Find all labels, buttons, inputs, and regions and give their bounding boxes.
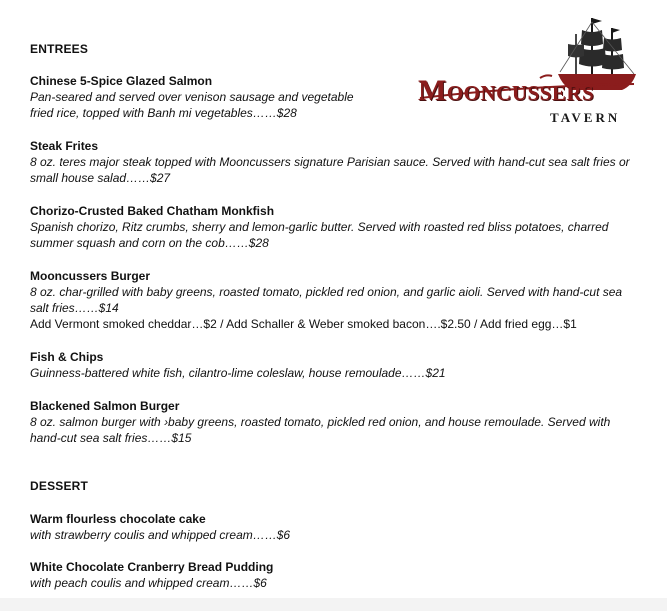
menu-item-name: White Chocolate Cranberry Bread Pudding (30, 560, 274, 574)
menu-item-description: Spanish chorizo, Ritz crumbs, sherry and lemon-garlic butter. Served with roasted red bliss potatoes, charred summer squash and corn on the cob……$28 (30, 220, 609, 250)
menu-item-name: Steak Frites (30, 139, 99, 153)
dessert-heading: DESSERT (30, 479, 89, 493)
menu-item-description: Guinness-battered white fish, cilantro-lime coleslaw, house remoulade……$21 (30, 366, 446, 380)
menu-item (30, 73, 370, 121)
menu-item-description: with strawberry coulis and whipped cream……$6 (30, 528, 291, 542)
menu-item (30, 138, 635, 186)
entrees-heading: ENTREES (30, 42, 89, 56)
menu-item-name: Mooncussers Burger (30, 269, 151, 283)
mooncussers-logo (412, 14, 640, 126)
menu-item-description: with peach coulis and whipped cream……$6 (30, 576, 267, 590)
bottom-bar (0, 598, 667, 611)
menu-item (30, 398, 635, 446)
menu-item (30, 559, 635, 591)
menu-item (30, 349, 635, 381)
menu-item-addons: Add Vermont smoked cheddar…$2 / Add Schaller & Weber smoked bacon….$2.50 / Add fried egg…$1 (30, 317, 577, 331)
menu-item (30, 511, 635, 543)
logo-subtitle: TAVERN (550, 110, 621, 125)
menu-item-description: 8 oz. char-grilled with baby greens, roasted tomato, pickled red onion, and garlic aioli. Served with hand-cut sea salt fries……$14 (30, 285, 623, 315)
menu-item-description: 8 oz. salmon burger with ›baby greens, roasted tomato, pickled red onion, and house remoulade. Served with hand-cut sea salt fries……$15 (30, 415, 611, 445)
logo-wordmark: Mooncussers (418, 74, 595, 107)
menu-item (30, 268, 635, 332)
menu-item-name: Chorizo-Crusted Baked Chatham Monkfish (30, 204, 275, 218)
menu-item-name: Warm flourless chocolate cake (30, 512, 206, 526)
menu-item (30, 203, 635, 251)
menu-item-description: Pan-seared and served over venison sausage and vegetable fried rice, topped with Banh mi vegetables……$28 (30, 90, 354, 120)
menu-item-name: Blackened Salmon Burger (30, 399, 180, 413)
menu-item-name: Chinese 5-Spice Glazed Salmon (30, 74, 213, 88)
menu-item-description: 8 oz. teres major steak topped with Mooncussers signature Parisian sauce. Served with hand-cut sea salt fries or small house salad……$27 (30, 155, 630, 185)
menu-item-name: Fish & Chips (30, 350, 104, 364)
